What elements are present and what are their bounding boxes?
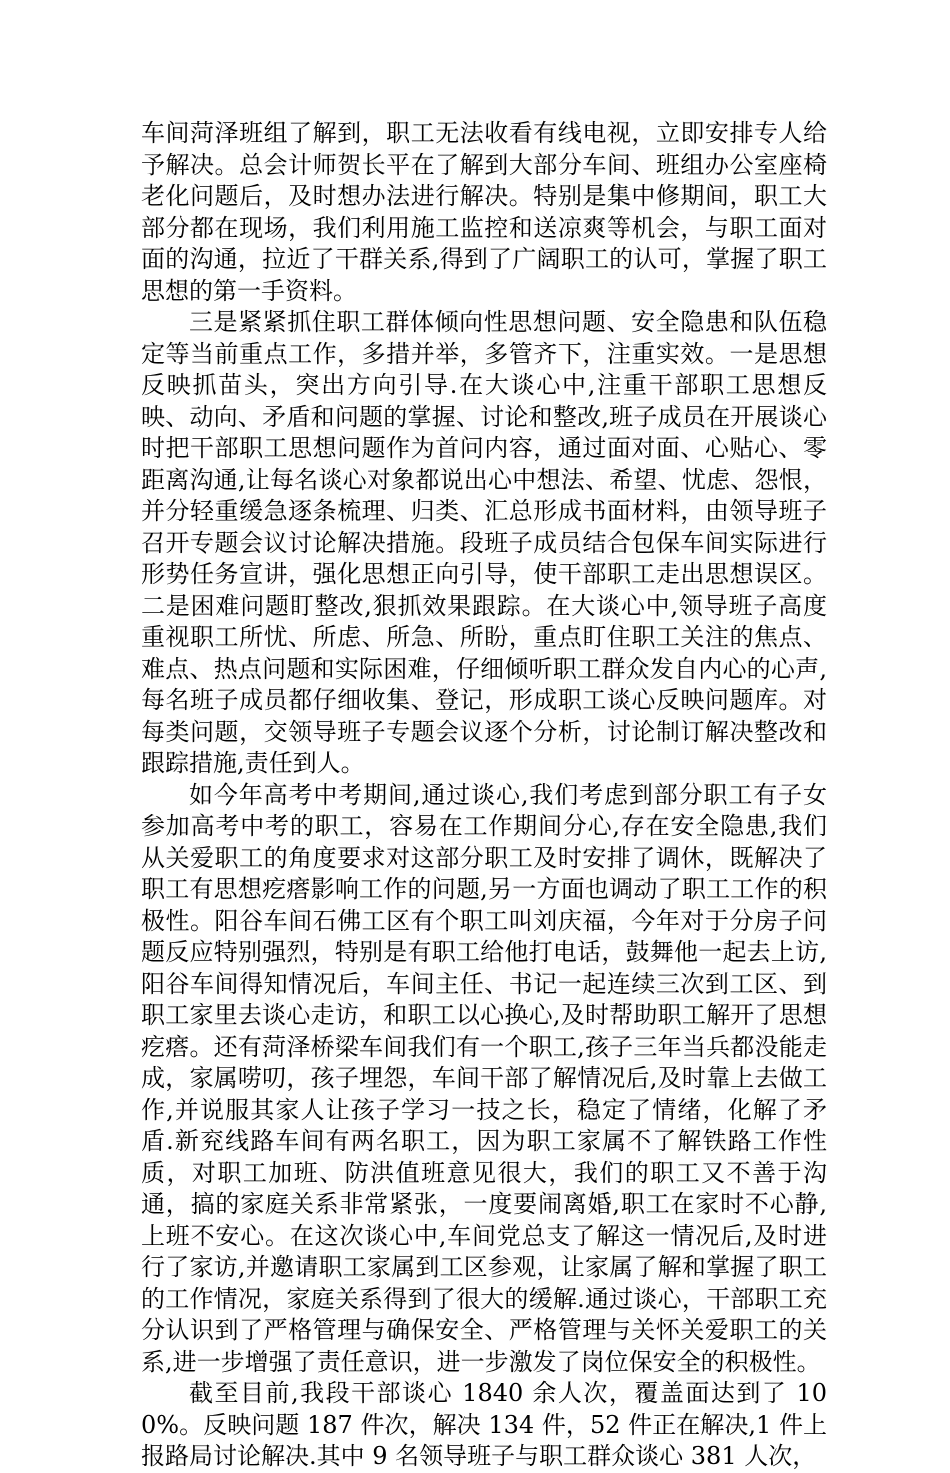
paragraph-4: 截至目前,我段干部谈心 1840 余人次，覆盖面达到了 100%。反映问题 187 件次，解决 134 件，52 件正在解决,1 件上报路局讨论解决.其中 9 名领导班子与职工群众谈心 381 人次， bbox=[141, 1379, 827, 1470]
paragraph-2: 三是紧紧抓住职工群体倾向性思想问题、安全隐患和队伍稳定等当前重点工作，多措并举，多管齐下，注重实效。一是思想反映抓苗头，突出方向引导.在大谈心中,注重干部职工思想反映、动向、矛盾和问题的掌握、讨论和整改,班子成员在开展谈心时把干部职工思想问题作为首问内容，通过面对面、心贴心、零距离沟通,让每名谈心对象都说出心中想法、希望、忧虑、怨恨，并分轻重缓急逐条梳理、归类、汇总形成书面材料，由领导班子召开专题会议讨论解决措施。段班子成员结合包保车间实际进行形势任务宣讲，强化思想正向引导，使干部职工走出思想误区。二是困难问题盯整改,狠抓效果跟踪。在大谈心中,领导班子高度重视职工所忧、所虑、所急、所盼，重点盯住职工关注的焦点、难点、热点问题和实际困难，仔细倾听职工群众发自内心的心声,每名班子成员都仔细收集、登记，形成职工谈心反映问题库。对每类问题，交领导班子专题会议逐个分析，讨论制订解决整改和跟踪措施,责任到人。 bbox=[141, 308, 827, 777]
document-page bbox=[141, 118, 827, 1473]
paragraph-3: 如今年高考中考期间,通过谈心,我们考虑到部分职工有子女参加高考中考的职工，容易在工作期间分心,存在安全隐患,我们从关爱职工的角度要求对这部分职工及时安排了调休，既解决了职工有思想疙瘩影响工作的问题,另一方面也调动了职工工作的积极性。阳谷车间石佛工区有个职工叫刘庆福，今年对于分房子问题反应特别强烈，特别是有职工给他打电话，鼓舞他一起去上访,阳谷车间得知情况后，车间主任、书记一起连续三次到工区、到职工家里去谈心走访，和职工以心换心,及时帮助职工解开了思想疙瘩。还有菏泽桥梁车间我们有一个职工,孩子三年当兵都没能走成，家属唠叨，孩子埋怨，车间干部了解情况后,及时靠上去做工作,并说服其家人让孩子学习一技之长，稳定了情绪，化解了矛盾.新兖线路车间有两名职工，因为职工家属不了解铁路工作性质，对职工加班、防洪值班意见很大，我们的职工又不善于沟通，搞的家庭关系非常紧张，一度要闹离婚,职工在家时不心静,上班不安心。在这次谈心中,车间党总支了解这一情况后,及时进行了家访,并邀请职工家属到工区参观，让家属了解和掌握了职工的工作情况，家庭关系得到了很大的缓解.通过谈心，干部职工充分认识到了严格管理与确保安全、严格管理与关怀关爱职工的关系,进一步增强了责任意识，进一步激发了岗位保安全的积极性。 bbox=[141, 780, 827, 1376]
paragraph-1: 车间菏泽班组了解到，职工无法收看有线电视，立即安排专人给予解决。总会计师贺长平在了解到大部分车间、班组办公室座椅老化问题后，及时想办法进行解决。特别是集中修期间，职工大部分都在现场，我们利用施工监控和送凉爽等机会，与职工面对面的沟通，拉近了干群关系,得到了广阔职工的认可，掌握了职工思想的第一手资料。 bbox=[141, 119, 827, 305]
